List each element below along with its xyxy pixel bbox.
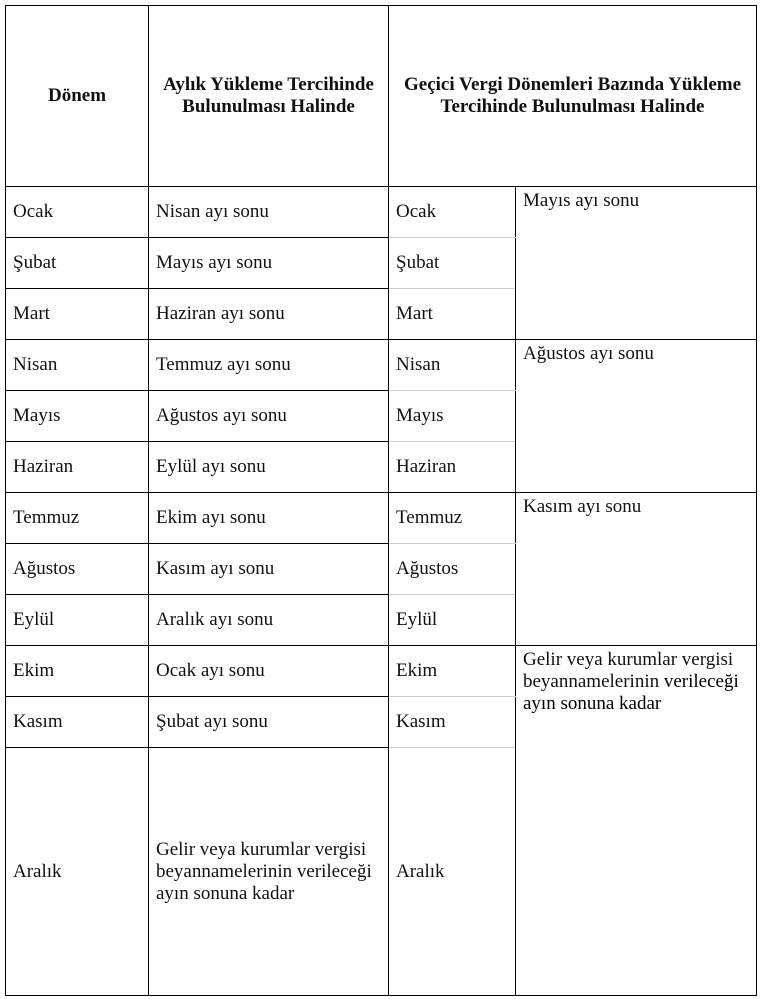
quarter-period-cell: Kasım (389, 697, 516, 748)
period-cell: Ocak (6, 187, 149, 238)
quarter-deadline-cell: Ağustos ayı sonu (516, 340, 757, 493)
monthly-deadline-cell: Aralık ayı sonu (149, 595, 389, 646)
monthly-deadline-cell: Ocak ayı sonu (149, 646, 389, 697)
monthly-deadline-cell: Gelir veya kurumlar vergisi beyannamelerinin verileceği ayın sonuna kadar (149, 748, 389, 996)
monthly-deadline-cell: Temmuz ayı sonu (149, 340, 389, 391)
quarter-period-cell: Ekim (389, 646, 516, 697)
period-cell: Haziran (6, 442, 149, 493)
period-cell: Temmuz (6, 493, 149, 544)
quarter-period-cell: Haziran (389, 442, 516, 493)
period-cell: Ekim (6, 646, 149, 697)
monthly-deadline-cell: Ağustos ayı sonu (149, 391, 389, 442)
quarter-deadline-text-b: verileceği ayın sonuna kadar (523, 671, 739, 714)
table-row (6, 646, 757, 697)
header-quarterly: Geçici Vergi Dönemleri Bazında Yükleme Tercihinde Bulunulması Halinde (389, 6, 757, 187)
period-cell: Nisan (6, 340, 149, 391)
period-cell: Eylül (6, 595, 149, 646)
period-cell: Mart (6, 289, 149, 340)
quarter-period-cell: Mayıs (389, 391, 516, 442)
quarter-period-cell: Ocak (389, 187, 516, 238)
quarter-period-cell: Temmuz (389, 493, 516, 544)
quarter-deadline-cell (516, 646, 757, 996)
table-header-row (6, 6, 757, 187)
table-row (6, 493, 757, 544)
quarter-deadline-cell: Kasım ayı sonu (516, 493, 757, 646)
table-row (6, 187, 757, 238)
tax-deadline-table (5, 5, 757, 996)
monthly-deadline-cell: Mayıs ayı sonu (149, 238, 389, 289)
quarter-deadline-cell: Mayıs ayı sonu (516, 187, 757, 340)
period-cell: Aralık (6, 748, 149, 996)
period-cell: Mayıs (6, 391, 149, 442)
monthly-deadline-cell: Ekim ayı sonu (149, 493, 389, 544)
quarter-period-cell: Nisan (389, 340, 516, 391)
monthly-deadline-cell: Kasım ayı sonu (149, 544, 389, 595)
period-cell: Kasım (6, 697, 149, 748)
quarter-period-cell: Aralık (389, 748, 516, 996)
header-monthly: Aylık Yükleme Tercihinde Bulunulması Halinde (149, 6, 389, 187)
quarter-deadline-text-a: Gelir veya kurumlar vergisi beyannamelerinin (523, 649, 734, 692)
table-row (6, 340, 757, 391)
header-period: Dönem (6, 6, 149, 187)
monthly-deadline-cell: Eylül ayı sonu (149, 442, 389, 493)
quarter-period-cell: Şubat (389, 238, 516, 289)
quarter-period-cell: Ağustos (389, 544, 516, 595)
monthly-deadline-cell: Şubat ayı sonu (149, 697, 389, 748)
period-cell: Şubat (6, 238, 149, 289)
quarter-period-cell: Mart (389, 289, 516, 340)
period-cell: Ağustos (6, 544, 149, 595)
monthly-deadline-cell: Haziran ayı sonu (149, 289, 389, 340)
quarter-period-cell: Eylül (389, 595, 516, 646)
monthly-deadline-cell: Nisan ayı sonu (149, 187, 389, 238)
